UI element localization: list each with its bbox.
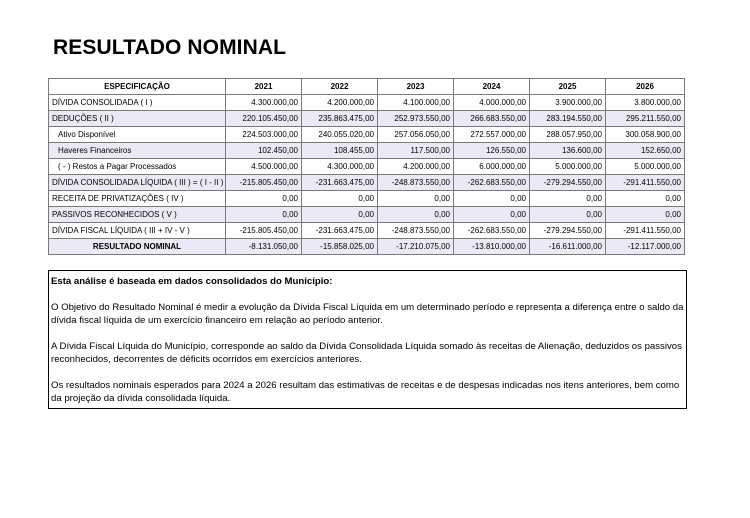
table-cell: 102.450,00 <box>226 143 302 159</box>
table-cell: -17.210.075,00 <box>378 239 454 255</box>
table-row <box>49 191 685 207</box>
column-header: 2026 <box>606 79 685 95</box>
row-label: DÍVIDA FISCAL LÍQUIDA ( III + IV - V ) <box>49 223 226 239</box>
row-label: PASSIVOS RECONHECIDOS ( V ) <box>49 207 226 223</box>
table-cell: 3.800.000,00 <box>606 95 685 111</box>
column-header: 2021 <box>226 79 302 95</box>
table-cell: 0,00 <box>606 207 685 223</box>
table-cell: -279.294.550,00 <box>530 223 606 239</box>
page-title: RESULTADO NOMINAL <box>53 36 287 59</box>
resultado-nominal-table <box>48 78 685 255</box>
table-cell: 152.650,00 <box>606 143 685 159</box>
table-cell: 4.200.000,00 <box>378 159 454 175</box>
table-cell: 224.503.000,00 <box>226 127 302 143</box>
table-cell: 240.055.020,00 <box>302 127 378 143</box>
note-paragraph: Os resultados nominais esperados para 2024 a 2026 resultam das estimativas de receitas e de despesas indicadas nos itens anteriores, bem como da projeção da dívida consolidada líquida. <box>51 380 680 404</box>
row-label: DEDUÇÕES ( II ) <box>49 111 226 127</box>
table-cell: -215.805.450,00 <box>226 175 302 191</box>
table-cell: -16.611.000,00 <box>530 239 606 255</box>
table-cell: -231.663.475,00 <box>302 223 378 239</box>
table-cell: 3.900.000,00 <box>530 95 606 111</box>
table-cell: 0,00 <box>302 207 378 223</box>
table-cell: 0,00 <box>302 191 378 207</box>
table-row <box>49 95 685 111</box>
table-cell: -291.411.550,00 <box>606 223 685 239</box>
table-cell: -262.683.550,00 <box>454 175 530 191</box>
row-label: DÍVIDA CONSOLIDADA LÍQUIDA ( III ) = ( I - II ) <box>49 175 226 191</box>
table-row <box>49 143 685 159</box>
table-cell: 0,00 <box>454 191 530 207</box>
table-cell: -248.873.550,00 <box>378 175 454 191</box>
table-cell: 295.211.550,00 <box>606 111 685 127</box>
table-cell: 4.300.000,00 <box>226 95 302 111</box>
table-cell: 257.056.050,00 <box>378 127 454 143</box>
table-cell: 4.500.000,00 <box>226 159 302 175</box>
table-cell: -12.117.000,00 <box>606 239 685 255</box>
table-cell: 272.557.000,00 <box>454 127 530 143</box>
table-cell: 283.194.550,00 <box>530 111 606 127</box>
column-header: 2023 <box>378 79 454 95</box>
table-cell: 0,00 <box>454 207 530 223</box>
table-cell: 0,00 <box>530 207 606 223</box>
column-header: ESPECIFICAÇÃO <box>49 79 226 95</box>
table-cell: -13.810.000,00 <box>454 239 530 255</box>
table-cell: 220.105.450,00 <box>226 111 302 127</box>
row-label: RECEITA DE PRIVATIZAÇÕES ( IV ) <box>49 191 226 207</box>
table-cell: 6.000.000,00 <box>454 159 530 175</box>
table-cell: 0,00 <box>606 191 685 207</box>
table-cell: 266.683.550,00 <box>454 111 530 127</box>
table-cell: -291.411.550,00 <box>606 175 685 191</box>
table-cell: -215.805.450,00 <box>226 223 302 239</box>
table-cell: 300.058.900,00 <box>606 127 685 143</box>
table-cell: 4.100.000,00 <box>378 95 454 111</box>
table-cell: -15.858.025,00 <box>302 239 378 255</box>
row-label: RESULTADO NOMINAL <box>49 239 226 255</box>
row-label: Haveres Financeiros <box>49 143 226 159</box>
row-label: ( - ) Restos a Pagar Processados <box>49 159 226 175</box>
table-row <box>49 223 685 239</box>
table-cell: 117.500,00 <box>378 143 454 159</box>
table-cell: 4.300.000,00 <box>302 159 378 175</box>
table-cell: 288.057.950,00 <box>530 127 606 143</box>
table-header-row <box>49 79 685 95</box>
table-row <box>49 207 685 223</box>
table-cell: -248.873.550,00 <box>378 223 454 239</box>
table-cell: 5.000.000,00 <box>530 159 606 175</box>
table-cell: 0,00 <box>226 207 302 223</box>
analysis-note-box <box>48 270 687 409</box>
table-cell: 108.455,00 <box>302 143 378 159</box>
note-paragraph: O Objetivo do Resultado Nominal é medir a evolução da Dívida Fiscal Líquida em um determinado período e representa a diferença entre o saldo da dívida fiscal líquida de um exercício financeiro em relação ao período anterior. <box>51 302 684 326</box>
table-cell: -279.294.550,00 <box>530 175 606 191</box>
table-row <box>49 175 685 191</box>
table-row-total <box>49 239 685 255</box>
table-cell: -262.683.550,00 <box>454 223 530 239</box>
table-cell: -8.131.050,00 <box>226 239 302 255</box>
table-cell: 136.600,00 <box>530 143 606 159</box>
table-row <box>49 111 685 127</box>
table-cell: -231.663.475,00 <box>302 175 378 191</box>
row-label: Ativo Disponível <box>49 127 226 143</box>
table-cell: 0,00 <box>378 207 454 223</box>
table-cell: 0,00 <box>226 191 302 207</box>
note-heading: Esta análise é baseada em dados consolidados do Município: <box>51 276 333 287</box>
table-cell: 0,00 <box>530 191 606 207</box>
column-header: 2025 <box>530 79 606 95</box>
row-label: DÍVIDA CONSOLIDADA ( I ) <box>49 95 226 111</box>
table-cell: 235.863.475,00 <box>302 111 378 127</box>
table-cell: 4.200.000,00 <box>302 95 378 111</box>
table-cell: 126.550,00 <box>454 143 530 159</box>
table-row <box>49 127 685 143</box>
column-header: 2022 <box>302 79 378 95</box>
table-row <box>49 159 685 175</box>
table-cell: 5.000.000,00 <box>606 159 685 175</box>
table-cell: 0,00 <box>378 191 454 207</box>
table-cell: 4.000.000,00 <box>454 95 530 111</box>
column-header: 2024 <box>454 79 530 95</box>
note-paragraph: A Dívida Fiscal Líquida do Município, corresponde ao saldo da Dívida Consolidada Líquida somado às receitas de Alienação, deduzidos os passivos reconhecidos, decorrentes de déficits ocorridos em exercícios anteriores. <box>51 341 682 365</box>
table-cell: 252.973.550,00 <box>378 111 454 127</box>
